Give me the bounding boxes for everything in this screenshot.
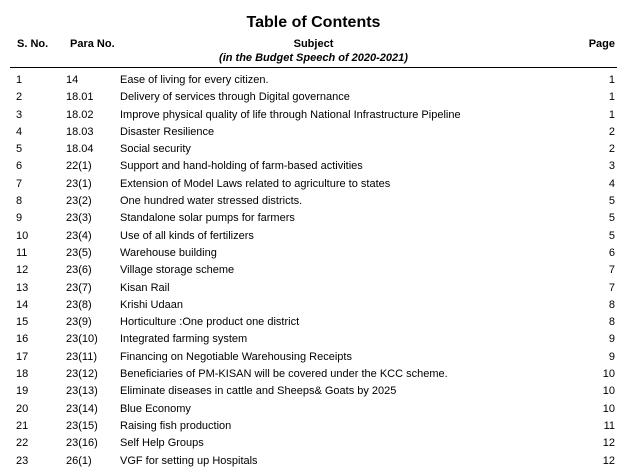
row-sno: 2 <box>16 91 23 104</box>
row-para-no: 18.02 <box>66 108 94 121</box>
row-page: 5 <box>608 229 615 242</box>
table-row <box>0 366 627 383</box>
row-para-no: 23(7) <box>66 281 92 294</box>
row-para-no: 23(9) <box>66 316 92 329</box>
row-subject: Village storage scheme <box>120 264 235 277</box>
row-page: 1 <box>608 91 615 104</box>
row-page: 9 <box>608 350 615 363</box>
row-sno: 21 <box>16 419 29 432</box>
row-sno: 3 <box>16 108 23 121</box>
table-row <box>0 418 627 435</box>
row-sno: 16 <box>16 333 29 346</box>
row-page: 7 <box>608 264 615 277</box>
row-sno: 1 <box>16 74 23 86</box>
row-subject: Integrated farming system <box>120 333 248 346</box>
row-page: 7 <box>608 281 615 294</box>
row-page: 9 <box>608 333 615 346</box>
row-para-no: 23(12) <box>66 368 98 381</box>
row-para-no: 23(13) <box>66 385 98 398</box>
table-row <box>0 141 627 158</box>
row-subject: Financing on Negotiable Warehousing Receipts <box>120 350 352 363</box>
row-subject: Eliminate diseases in cattle and Sheeps& Goats by 2025 <box>120 385 397 398</box>
row-subject: One hundred water stressed districts. <box>120 195 303 208</box>
table-row <box>0 158 627 175</box>
row-subject: VGF for setting up Hospitals <box>120 454 258 467</box>
row-para-no: 23(8) <box>66 298 92 311</box>
header-subject-note: (in the Budget Speech of 2020-2021) <box>219 52 408 64</box>
row-sno: 12 <box>16 264 29 277</box>
row-para-no: 18.03 <box>66 125 94 138</box>
row-subject: Delivery of services through Digital governance <box>120 91 350 104</box>
table-row <box>0 124 627 141</box>
row-para-no: 23(11) <box>66 350 97 363</box>
table-row <box>0 107 627 124</box>
row-para-no: 23(1) <box>66 177 92 190</box>
row-subject: Blue Economy <box>120 402 191 415</box>
row-para-no: 14 <box>66 74 79 86</box>
table-row <box>0 72 627 89</box>
row-subject: Standalone solar pumps for farmers <box>120 212 295 225</box>
row-para-no: 18.04 <box>66 143 94 156</box>
row-para-no: 23(5) <box>66 246 92 259</box>
row-sno: 13 <box>16 281 29 294</box>
table-row <box>0 314 627 331</box>
row-subject: Improve physical quality of life through National Infrastructure Pipeline <box>120 108 461 121</box>
row-subject: Ease of living for every citizen. <box>120 74 269 86</box>
row-sno: 4 <box>16 125 23 138</box>
header-subject: Subject <box>293 38 334 50</box>
table-row <box>0 435 627 452</box>
table-row <box>0 176 627 193</box>
row-page: 5 <box>608 195 615 208</box>
row-sno: 9 <box>16 212 23 225</box>
header-divider <box>10 67 617 68</box>
row-sno: 10 <box>16 229 29 242</box>
header-sno: S. No. <box>17 38 49 50</box>
row-page: 2 <box>608 125 615 138</box>
row-page: 8 <box>608 316 615 329</box>
table-row <box>0 349 627 366</box>
table-row <box>0 401 627 418</box>
page-title: Table of Contents <box>246 14 381 31</box>
row-sno: 6 <box>16 160 23 173</box>
row-page: 10 <box>602 385 615 398</box>
row-subject: Self Help Groups <box>120 437 204 450</box>
row-page: 4 <box>608 177 615 190</box>
row-sno: 17 <box>16 350 29 363</box>
table-row <box>0 262 627 279</box>
row-subject: Raising fish production <box>120 419 232 432</box>
row-para-no: 18.01 <box>66 91 94 104</box>
row-para-no: 23(3) <box>66 212 92 225</box>
row-page: 8 <box>608 298 615 311</box>
toc-table-body <box>0 72 627 470</box>
table-row <box>0 453 627 470</box>
row-sno: 19 <box>16 385 29 398</box>
row-sno: 7 <box>16 177 23 190</box>
header-para-no: Para No. <box>70 38 115 50</box>
row-sno: 5 <box>16 143 23 156</box>
row-page: 1 <box>608 74 615 86</box>
row-para-no: 23(4) <box>66 229 92 242</box>
row-subject: Horticulture :One product one district <box>120 316 300 329</box>
table-row <box>0 383 627 400</box>
row-subject: Krishi Udaan <box>120 298 183 311</box>
table-row <box>0 89 627 106</box>
row-page: 12 <box>602 454 615 467</box>
row-para-no: 23(2) <box>66 195 92 208</box>
row-para-no: 23(10) <box>66 333 98 346</box>
table-row <box>0 210 627 227</box>
row-page: 6 <box>608 246 615 259</box>
table-row <box>0 228 627 245</box>
row-subject: Warehouse building <box>120 246 217 259</box>
table-row <box>0 297 627 314</box>
header-page: Page <box>588 38 615 50</box>
row-sno: 22 <box>16 437 29 450</box>
row-para-no: 23(6) <box>66 264 92 277</box>
row-page: 3 <box>608 160 615 173</box>
row-subject: Beneficiaries of PM-KISAN will be covered under the KCC scheme. <box>120 368 448 381</box>
row-subject: Support and hand-holding of farm-based activities <box>120 160 363 173</box>
row-para-no: 23(15) <box>66 419 98 432</box>
row-para-no: 23(16) <box>66 437 98 450</box>
row-subject: Disaster Resilience <box>120 125 215 138</box>
row-page: 10 <box>602 368 615 381</box>
row-sno: 8 <box>16 195 23 208</box>
table-row <box>0 193 627 210</box>
row-para-no: 23(14) <box>66 402 98 415</box>
row-para-no: 22(1) <box>66 160 92 173</box>
row-sno: 11 <box>16 246 28 259</box>
row-para-no: 26(1) <box>66 454 92 467</box>
table-row <box>0 331 627 348</box>
row-page: 1 <box>608 108 615 121</box>
table-row <box>0 245 627 262</box>
row-page: 5 <box>608 212 615 225</box>
row-sno: 15 <box>16 316 29 329</box>
row-page: 11 <box>603 419 615 432</box>
row-subject: Extension of Model Laws related to agriculture to states <box>120 177 391 190</box>
row-sno: 14 <box>16 298 29 311</box>
row-sno: 18 <box>16 368 29 381</box>
row-sno: 20 <box>16 402 29 415</box>
row-sno: 23 <box>16 454 29 467</box>
row-page: 12 <box>602 437 615 450</box>
row-subject: Kisan Rail <box>120 281 170 294</box>
row-page: 2 <box>608 143 615 156</box>
row-page: 10 <box>602 402 615 415</box>
table-row <box>0 280 627 297</box>
row-subject: Use of all kinds of fertilizers <box>120 229 254 242</box>
row-subject: Social security <box>120 143 191 156</box>
